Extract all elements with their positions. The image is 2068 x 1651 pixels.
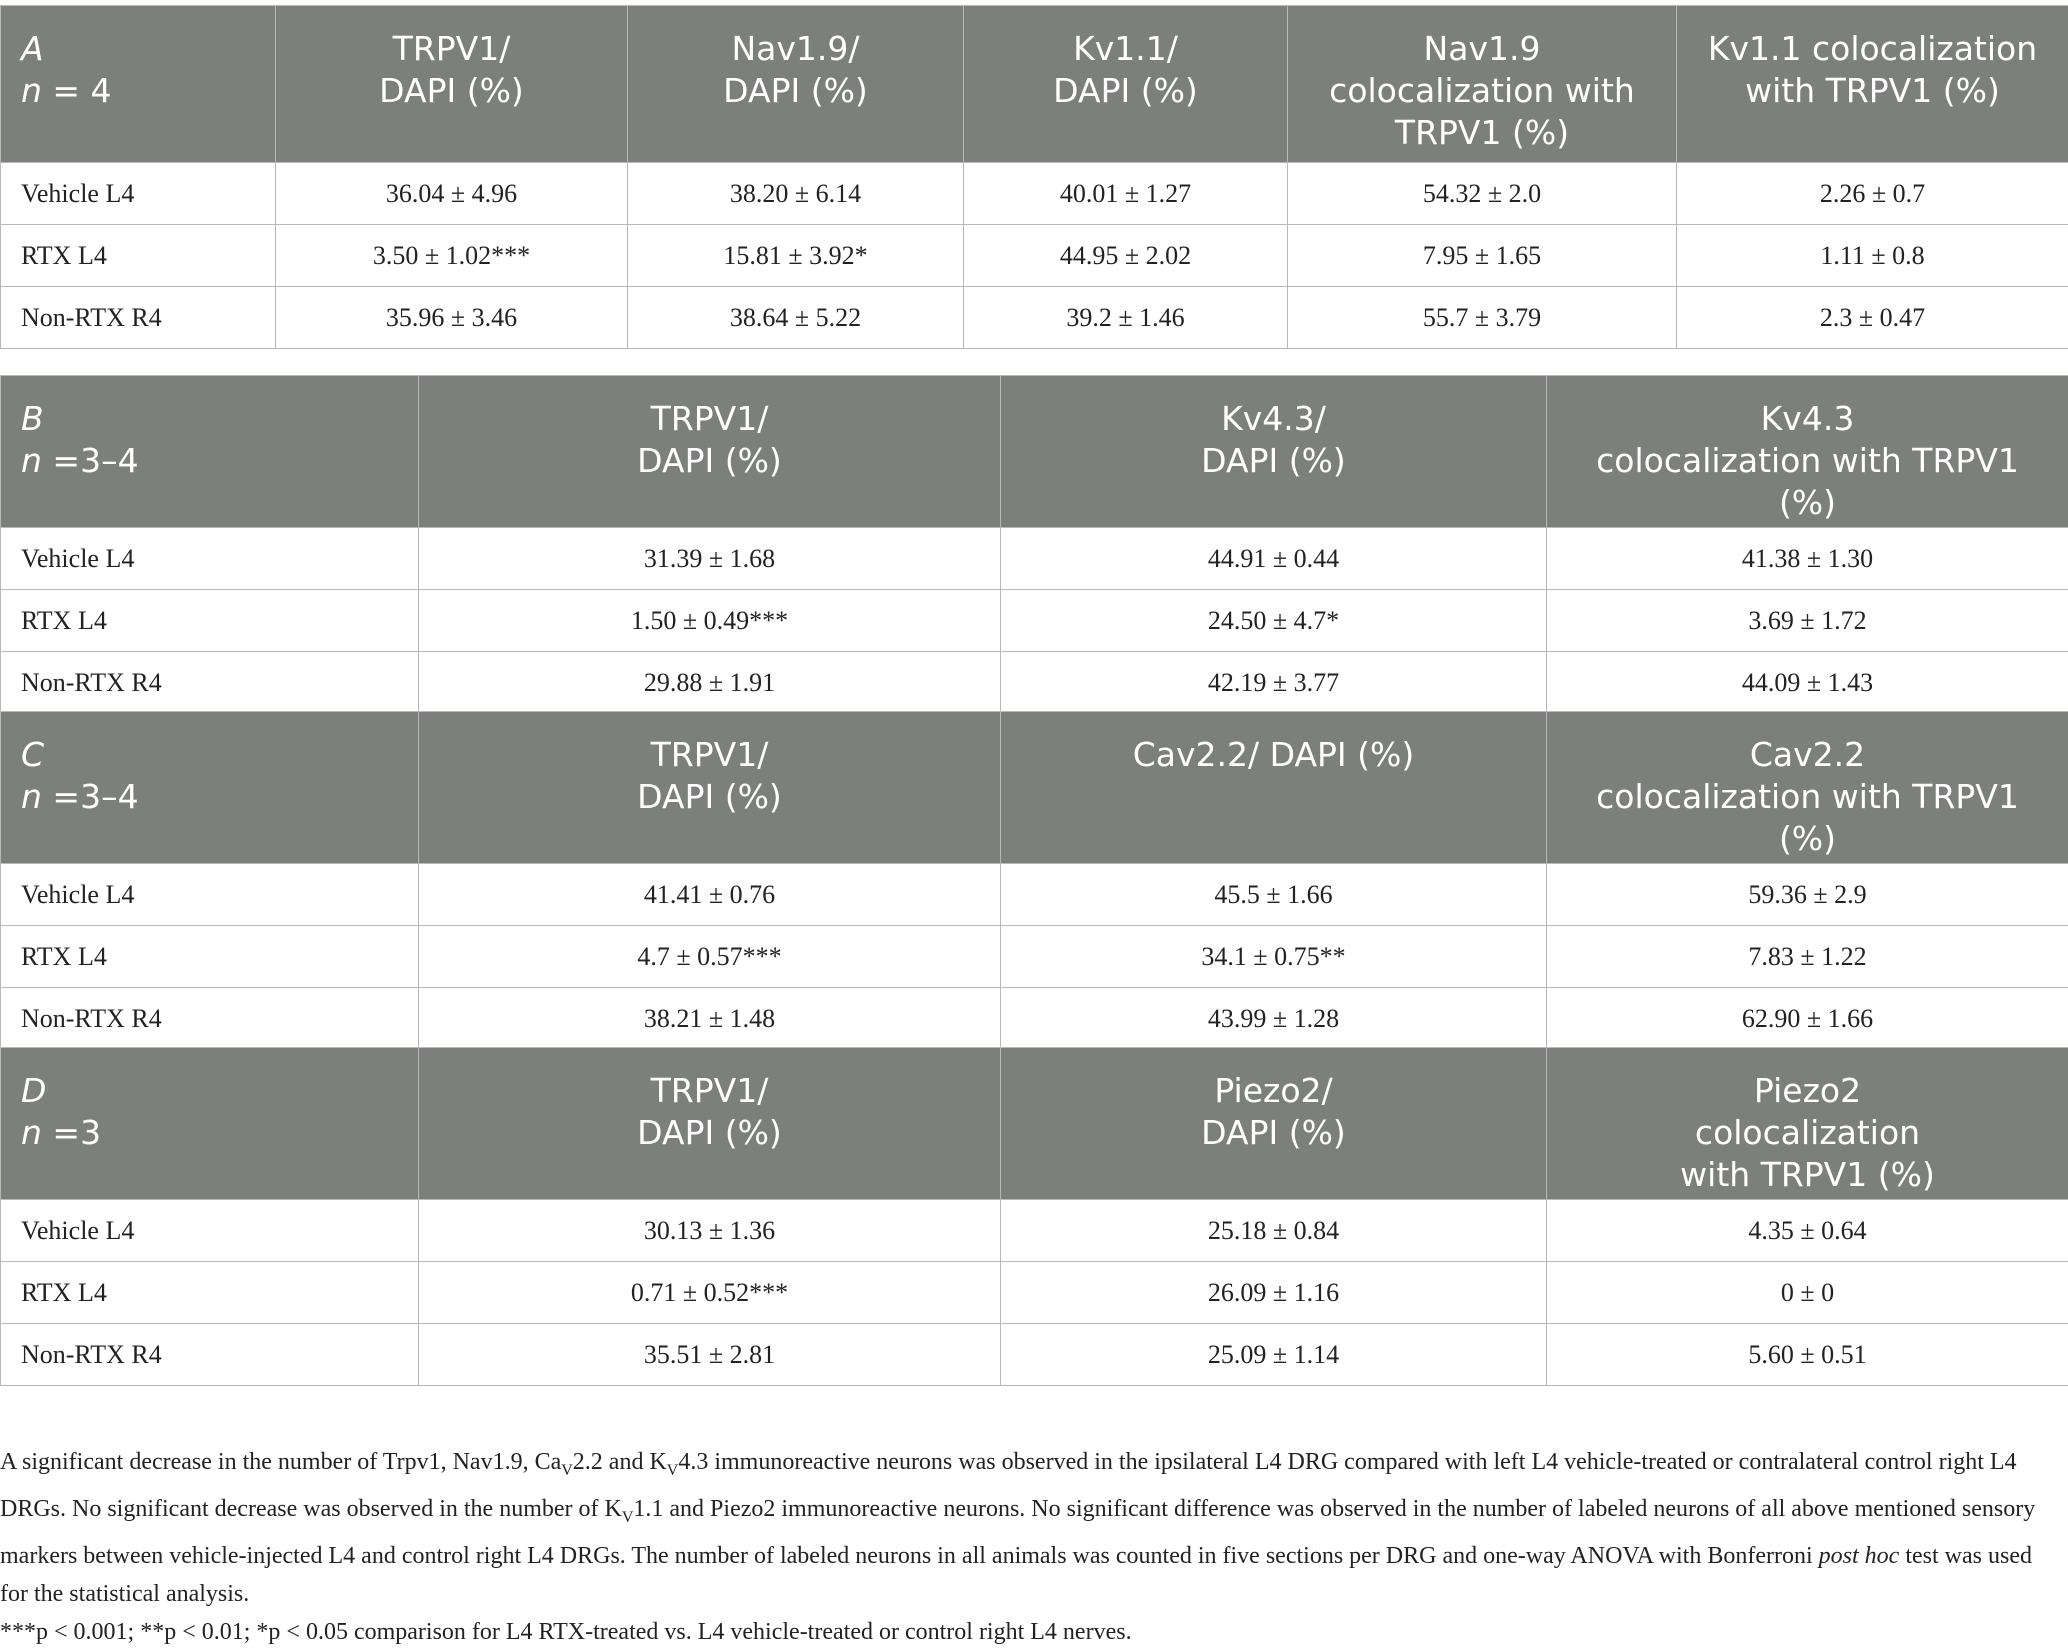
row-label: Non-RTX R4 xyxy=(1,988,419,1050)
table-cell: 4.7 ± 0.57*** xyxy=(419,926,1001,988)
table-footnote xyxy=(0,1443,2060,1651)
column-header: Kv4.3/ DAPI (%) xyxy=(1001,376,1547,528)
table-row xyxy=(1,1324,2068,1386)
row-label: Non-RTX R4 xyxy=(1,287,276,349)
table-row xyxy=(1,225,2068,287)
column-header: Kv1.1/ DAPI (%) xyxy=(964,6,1288,163)
column-header: Nav1.9/ DAPI (%) xyxy=(628,6,964,163)
table-row xyxy=(1,652,2068,714)
table-cell: 15.81 ± 3.92* xyxy=(628,225,964,287)
row-label: Non-RTX R4 xyxy=(1,1324,419,1386)
table-b xyxy=(0,375,2068,714)
table-cell: 59.36 ± 2.9 xyxy=(1547,864,2068,926)
table-row xyxy=(1,926,2068,988)
column-header: Piezo2/ DAPI (%) xyxy=(1001,1048,1547,1200)
table-row xyxy=(1,163,2068,225)
table-cell: 44.09 ± 1.43 xyxy=(1547,652,2068,714)
table-row xyxy=(1,528,2068,590)
table-cell: 40.01 ± 1.27 xyxy=(964,163,1288,225)
table-cell: 42.19 ± 3.77 xyxy=(1001,652,1547,714)
table-cell: 1.50 ± 0.49*** xyxy=(419,590,1001,652)
table-cell: 3.69 ± 1.72 xyxy=(1547,590,2068,652)
table-cell: 39.2 ± 1.46 xyxy=(964,287,1288,349)
table-a-header xyxy=(1,6,2068,163)
column-header: Nav1.9 colocalization with TRPV1 (%) xyxy=(1288,6,1677,163)
column-header: TRPV1/ DAPI (%) xyxy=(276,6,628,163)
table-cell: 7.95 ± 1.65 xyxy=(1288,225,1677,287)
table-cell: 26.09 ± 1.16 xyxy=(1001,1262,1547,1324)
table-b-label: B n =3–4 xyxy=(1,376,419,528)
table-row xyxy=(1,864,2068,926)
table-b-header xyxy=(1,376,2068,528)
column-header: Cav2.2 colocalization with TRPV1 (%) xyxy=(1547,712,2068,864)
table-d xyxy=(0,1047,2068,1386)
column-header: Cav2.2/ DAPI (%) xyxy=(1001,712,1547,864)
column-header: TRPV1/ DAPI (%) xyxy=(419,712,1001,864)
table-cell: 7.83 ± 1.22 xyxy=(1547,926,2068,988)
table-cell: 3.50 ± 1.02*** xyxy=(276,225,628,287)
table-cell: 30.13 ± 1.36 xyxy=(419,1200,1001,1262)
table-cell: 38.20 ± 6.14 xyxy=(628,163,964,225)
table-cell: 29.88 ± 1.91 xyxy=(419,652,1001,714)
column-header: TRPV1/ DAPI (%) xyxy=(419,1048,1001,1200)
table-cell: 24.50 ± 4.7* xyxy=(1001,590,1547,652)
row-label: Vehicle L4 xyxy=(1,528,419,590)
table-row xyxy=(1,988,2068,1050)
table-a xyxy=(0,5,2068,349)
table-cell: 5.60 ± 0.51 xyxy=(1547,1324,2068,1386)
table-cell: 1.11 ± 0.8 xyxy=(1677,225,2068,287)
column-header: Piezo2 colocalization with TRPV1 (%) xyxy=(1547,1048,2068,1200)
column-header: TRPV1/ DAPI (%) xyxy=(419,376,1001,528)
table-cell: 54.32 ± 2.0 xyxy=(1288,163,1677,225)
table-c xyxy=(0,711,2068,1050)
row-label: Vehicle L4 xyxy=(1,163,276,225)
table-cell: 2.3 ± 0.47 xyxy=(1677,287,2068,349)
table-row xyxy=(1,287,2068,349)
table-cell: 38.21 ± 1.48 xyxy=(419,988,1001,1050)
table-cell: 44.91 ± 0.44 xyxy=(1001,528,1547,590)
table-cell: 31.39 ± 1.68 xyxy=(419,528,1001,590)
table-cell: 38.64 ± 5.22 xyxy=(628,287,964,349)
row-label: RTX L4 xyxy=(1,926,419,988)
table-row xyxy=(1,590,2068,652)
table-c-label: C n =3–4 xyxy=(1,712,419,864)
row-label: RTX L4 xyxy=(1,1262,419,1324)
table-cell: 25.09 ± 1.14 xyxy=(1001,1324,1547,1386)
footnote-significance: ***p < 0.001; **p < 0.01; *p < 0.05 comparison for L4 RTX-treated vs. L4 vehicle-treated or control right L4 nerves. xyxy=(0,1613,2060,1651)
table-cell: 55.7 ± 3.79 xyxy=(1288,287,1677,349)
table-cell: 41.41 ± 0.76 xyxy=(419,864,1001,926)
table-row xyxy=(1,1262,2068,1324)
table-cell: 44.95 ± 2.02 xyxy=(964,225,1288,287)
column-header: Kv1.1 colocalization with TRPV1 (%) xyxy=(1677,6,2068,163)
table-cell: 34.1 ± 0.75** xyxy=(1001,926,1547,988)
row-label: Vehicle L4 xyxy=(1,1200,419,1262)
table-cell: 35.96 ± 3.46 xyxy=(276,287,628,349)
row-label: RTX L4 xyxy=(1,225,276,287)
row-label: Vehicle L4 xyxy=(1,864,419,926)
table-cell: 0.71 ± 0.52*** xyxy=(419,1262,1001,1324)
table-d-header xyxy=(1,1048,2068,1200)
table-c-header xyxy=(1,712,2068,864)
table-cell: 2.26 ± 0.7 xyxy=(1677,163,2068,225)
table-cell: 45.5 ± 1.66 xyxy=(1001,864,1547,926)
footnote-description: A significant decrease in the number of Trpv1, Nav1.9, $Ca_V2.2$ and $K_V4.3$ immunoreactive neurons was observed in the ipsilateral L4 DRG compared with left L4 vehicle-treated or contralateral control right L4 DRGs. No significant decrease was observed in the number of $K_V1.1$ and Piezo2 immunoreactive neurons. No significant difference was observed in the number of labeled neurons of all above mentioned sensory markers between vehicle-injected L4 and control right L4 DRGs. The number of labeled neurons in all animals was counted in five sections per DRG and one-way ANOVA with Bonferroni post hoc test was used for the statistical analysis. xyxy=(0,1443,2060,1613)
table-a-label: A n = 4 xyxy=(1,6,276,163)
table-cell: 43.99 ± 1.28 xyxy=(1001,988,1547,1050)
table-row xyxy=(1,1200,2068,1262)
table-cell: 41.38 ± 1.30 xyxy=(1547,528,2068,590)
table-cell: 4.35 ± 0.64 xyxy=(1547,1200,2068,1262)
table-cell: 0 ± 0 xyxy=(1547,1262,2068,1324)
column-header: Kv4.3 colocalization with TRPV1 (%) xyxy=(1547,376,2068,528)
table-cell: 36.04 ± 4.96 xyxy=(276,163,628,225)
table-cell: 25.18 ± 0.84 xyxy=(1001,1200,1547,1262)
row-label: RTX L4 xyxy=(1,590,419,652)
row-label: Non-RTX R4 xyxy=(1,652,419,714)
table-cell: 35.51 ± 2.81 xyxy=(419,1324,1001,1386)
table-cell: 62.90 ± 1.66 xyxy=(1547,988,2068,1050)
table-d-label: D n =3 xyxy=(1,1048,419,1200)
